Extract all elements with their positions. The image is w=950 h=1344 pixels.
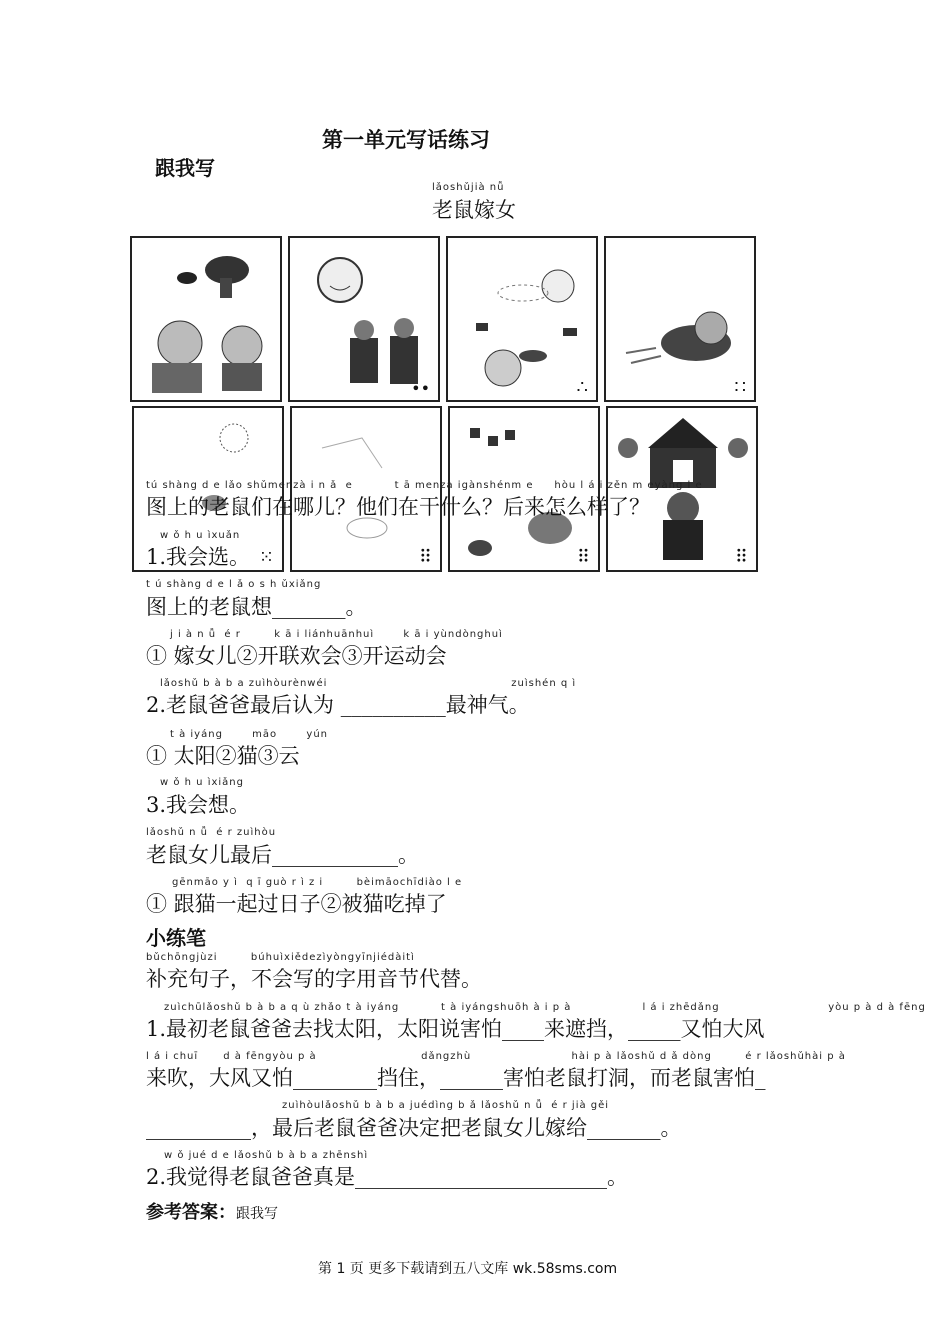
dot-marker: ⠿ bbox=[418, 547, 432, 568]
line4-pinyin: w ǒ jué d e lǎoshǔ b à b a zhēnshì bbox=[164, 1150, 369, 1161]
q2-text: 2.老鼠爸爸最后认为 __________最神气。 bbox=[146, 693, 530, 717]
section-heading-follow: 跟我写 bbox=[155, 156, 215, 180]
o1-pinyin: j i à n ǚ é r k ā i liánhuānhuì k ā i yùndònghuì bbox=[170, 629, 503, 640]
q3-text: 老鼠女儿最后____________。 bbox=[146, 843, 419, 867]
answer-line bbox=[146, 1198, 278, 1224]
instruction-pinyin: bǔchōngjùzi búhuìxiědezìyòngyīnjiédàitì bbox=[146, 952, 415, 963]
dot-marker: ∴ bbox=[576, 377, 588, 398]
dot-marker: ⠿ bbox=[734, 547, 748, 568]
line1-pinyin: zuìchūlǎoshǔ b à b a q ù zhǎo t à iyáng t à iyángshuōh à i p à l á i zhēdǎng yòu p à d à fēng bbox=[164, 1002, 926, 1013]
line1-text: 1.最初老鼠爸爸去找太阳，太阳说害怕____来遮挡，_____又怕大风 bbox=[146, 1017, 765, 1041]
q1-pinyin: t ú shàng d e l ǎ o s h ǔxiǎng bbox=[146, 579, 322, 590]
wind-illustration-icon bbox=[606, 238, 754, 400]
choose-heading: 1.我会选。 bbox=[146, 545, 251, 569]
sun-illustration-icon bbox=[290, 238, 438, 400]
answer-text: 跟我写 bbox=[236, 1206, 278, 1222]
q3-pinyin: lǎoshǔ n ǚ é r zuìhòu bbox=[146, 827, 277, 838]
picture-panel-3 bbox=[446, 236, 598, 402]
line3-text: __________，最后老鼠爸爸决定把老鼠女儿嫁给_______。 bbox=[146, 1116, 682, 1140]
mice-illustration-icon bbox=[132, 238, 280, 400]
page-title: 第一单元写话练习 bbox=[322, 128, 490, 152]
picture-panel-2 bbox=[288, 236, 440, 402]
q2-pinyin: lǎoshǔ b à b a zuìhòurènwéi zuìshén q ì bbox=[160, 678, 577, 689]
s3-pinyin: w ǒ h u ìxiǎng bbox=[160, 777, 244, 788]
o1-options: ① 嫁女儿②开联欢会③开运动会 bbox=[146, 644, 447, 668]
line2-pinyin: l á i chuī d à fēngyòu p à dǎngzhù hài p à lǎoshǔ d ǎ dòng é r lǎoshǔhài p à bbox=[146, 1051, 846, 1062]
cloud-illustration-icon bbox=[448, 238, 596, 400]
picture-panel-1 bbox=[130, 236, 282, 402]
line2-text: 来吹，大风又怕________挡住，______害怕老鼠打洞，而老鼠害怕_ bbox=[146, 1066, 766, 1090]
question-main: 图上的老鼠们在哪儿？他们在干什么？后来怎么样了？ bbox=[146, 495, 650, 519]
page-footer: 第 1 页 更多下载请到五八文库 wk.58sms.com bbox=[318, 1261, 618, 1277]
q1-text: 图上的老鼠想_______。 bbox=[146, 595, 367, 619]
line3-pinyin: zuìhòulǎoshǔ b à b a juédìng b ǎ lǎoshǔ n ǚ é r jià gěi bbox=[282, 1100, 610, 1111]
dot-marker: ⠿ bbox=[576, 547, 590, 568]
o3-pinyin: gēnmāo y ì q ī guò r ì z i bèimāochīdiào l e bbox=[172, 877, 463, 888]
dot-marker: ⁙ bbox=[258, 547, 274, 568]
section-heading-practice: 小练笔 bbox=[146, 926, 206, 950]
story-title-pinyin: lǎoshǔjià nǚ bbox=[432, 182, 505, 193]
section1-pinyin: w ǒ h u ìxuǎn bbox=[160, 530, 241, 541]
story-picture-grid bbox=[130, 236, 756, 572]
o2-pinyin: t à iyáng māo yún bbox=[170, 729, 328, 740]
line4-text: 2.我觉得老鼠爸爸真是________________________。 bbox=[146, 1165, 629, 1189]
picture-panel-4 bbox=[604, 236, 756, 402]
o3-options: ① 跟猫一起过日子②被猫吃掉了 bbox=[146, 892, 447, 916]
think-heading: 3.我会想。 bbox=[146, 793, 251, 817]
question-pinyin: tú shàng d e lǎo shǔmenzà i n ǎ e t ā menzà igànshénm e hòu l á i zěn m eyàng l e bbox=[146, 480, 703, 491]
dot-marker: •• bbox=[411, 379, 430, 398]
dot-marker: ∷ bbox=[734, 377, 746, 398]
o2-options: ① 太阳②猫③云 bbox=[146, 744, 300, 768]
instruction-text: 补充句子，不会写的字用音节代替。 bbox=[146, 967, 482, 991]
story-title: 老鼠嫁女 bbox=[432, 198, 516, 222]
answer-label: 参考答案： bbox=[146, 1202, 236, 1223]
